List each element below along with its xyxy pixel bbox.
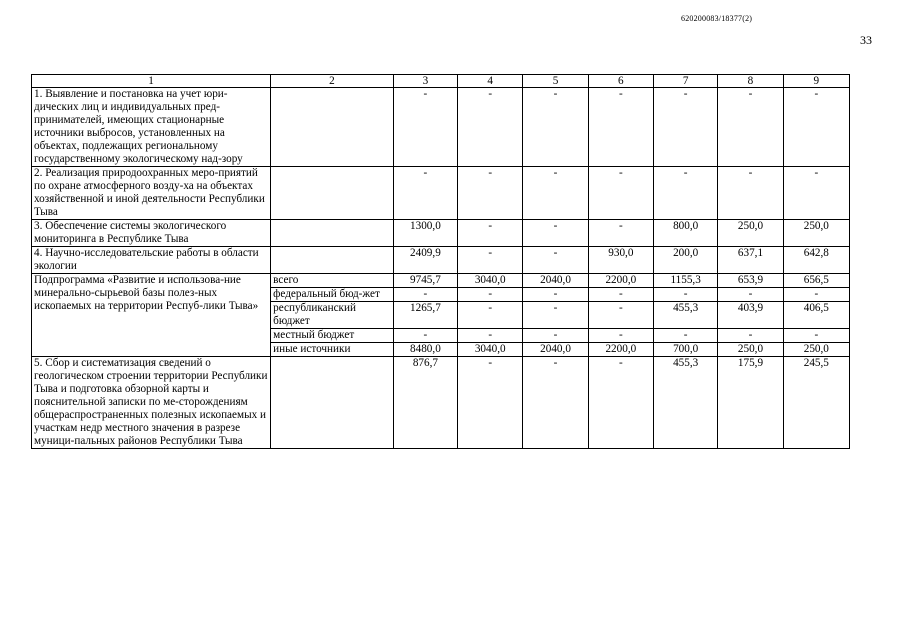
value-cell: 1155,3 [654, 274, 718, 288]
value-cell: - [523, 302, 588, 329]
value-cell: - [458, 329, 523, 343]
value-cell: - [523, 247, 588, 274]
value-cell: - [393, 88, 457, 167]
header-cell: 6 [588, 75, 653, 88]
value-cell: - [588, 357, 653, 449]
row-description: 2. Реализация природоохранных меро-приятий по охране атмосферного возду-ха на объектах хозяйственной и иной деятельности Республики Тыва [32, 167, 271, 220]
value-cell: 8480,0 [393, 343, 457, 357]
value-cell: - [458, 247, 523, 274]
value-cell: 2200,0 [588, 274, 653, 288]
header-cell: 9 [783, 75, 849, 88]
value-cell: - [718, 167, 783, 220]
document-id: 620200083/18377(2) [681, 14, 753, 23]
header-row [32, 75, 850, 88]
value-cell: - [458, 167, 523, 220]
funding-source: всего [271, 274, 394, 288]
value-cell: - [783, 288, 849, 302]
value-cell: 3040,0 [458, 274, 523, 288]
value-cell: 2200,0 [588, 343, 653, 357]
funding-source: республиканский бюджет [271, 302, 394, 329]
source-cell [271, 167, 394, 220]
funding-source: федеральный бюд-жет [271, 288, 394, 302]
row-description: 1. Выявление и постановка на учет юри-дических лиц и индивидуальных пред-принимателей, имеющих стационарные источники выбросов, установленных на объектах, подлежащих региональному государственному экологическому над-зору [32, 88, 271, 167]
value-cell: - [523, 357, 588, 449]
header-cell: 1 [32, 75, 271, 88]
funding-source: иные источники [271, 343, 394, 357]
value-cell: - [783, 329, 849, 343]
subprogram-description: Подпрограмма «Развитие и использова-ние минерально-сырьевой базы полез-ных ископаемых на территории Респуб-лики Тыва» [32, 274, 271, 357]
row-description: 4. Научно-исследовательские работы в области экологии [32, 247, 271, 274]
value-cell: 637,1 [718, 247, 783, 274]
value-cell: - [718, 288, 783, 302]
value-cell: - [654, 329, 718, 343]
value-cell: 250,0 [783, 343, 849, 357]
value-cell: 653,9 [718, 274, 783, 288]
value-cell: 250,0 [783, 220, 849, 247]
value-cell: - [458, 288, 523, 302]
table-row [32, 357, 850, 449]
header-cell: 2 [271, 75, 394, 88]
source-cell [271, 220, 394, 247]
value-cell: - [588, 88, 653, 167]
value-cell: 2040,0 [523, 274, 588, 288]
value-cell: 403,9 [718, 302, 783, 329]
budget-table [31, 74, 850, 449]
value-cell: - [654, 167, 718, 220]
header-cell: 3 [393, 75, 457, 88]
value-cell: - [588, 220, 653, 247]
value-cell: 245,5 [783, 357, 849, 449]
value-cell: - [718, 88, 783, 167]
header-cell: 4 [458, 75, 523, 88]
value-cell: - [654, 88, 718, 167]
value-cell: 200,0 [654, 247, 718, 274]
value-cell: 2040,0 [523, 343, 588, 357]
value-cell: - [458, 302, 523, 329]
value-cell: 406,5 [783, 302, 849, 329]
table-row [32, 88, 850, 167]
source-cell [271, 247, 394, 274]
value-cell: 2409,9 [393, 247, 457, 274]
source-cell [271, 357, 394, 449]
row-description: 5. Сбор и систематизация сведений о геологическом строении территории Республики Тыва и подготовка обзорной карты и пояснительной записки по ме-сторождениям общераспространенных полезных ископаемых и участкам недр местного значения в разрезе муници-пальных районов Республики Тыва [32, 357, 271, 449]
value-cell: 656,5 [783, 274, 849, 288]
value-cell: 800,0 [654, 220, 718, 247]
value-cell: 930,0 [588, 247, 653, 274]
funding-source: местный бюджет [271, 329, 394, 343]
value-cell: - [523, 167, 588, 220]
header-cell: 5 [523, 75, 588, 88]
value-cell: - [393, 329, 457, 343]
value-cell: - [783, 167, 849, 220]
value-cell: - [783, 88, 849, 167]
row-description: 3. Обеспечение системы экологического мониторинга в Республике Тыва [32, 220, 271, 247]
header-cell: 8 [718, 75, 783, 88]
value-cell: - [523, 329, 588, 343]
value-cell: - [718, 329, 783, 343]
value-cell: 175,9 [718, 357, 783, 449]
value-cell: - [458, 220, 523, 247]
value-cell: - [458, 357, 523, 449]
value-cell: 642,8 [783, 247, 849, 274]
value-cell: - [588, 329, 653, 343]
value-cell: 455,3 [654, 357, 718, 449]
value-cell: 250,0 [718, 343, 783, 357]
value-cell: 250,0 [718, 220, 783, 247]
table-row [32, 220, 850, 247]
value-cell: 1265,7 [393, 302, 457, 329]
subprogram-row [32, 274, 850, 288]
value-cell: 3040,0 [458, 343, 523, 357]
value-cell: - [523, 220, 588, 247]
value-cell: - [523, 88, 588, 167]
table-row [32, 167, 850, 220]
value-cell: - [654, 288, 718, 302]
value-cell: - [588, 302, 653, 329]
value-cell: - [588, 167, 653, 220]
value-cell: 9745,7 [393, 274, 457, 288]
value-cell: 455,3 [654, 302, 718, 329]
value-cell: 700,0 [654, 343, 718, 357]
value-cell: 1300,0 [393, 220, 457, 247]
value-cell: - [523, 288, 588, 302]
table-row [32, 247, 850, 274]
header-cell: 7 [654, 75, 718, 88]
value-cell: - [393, 288, 457, 302]
page-number: 33 [860, 33, 872, 47]
value-cell: - [588, 288, 653, 302]
value-cell: - [393, 167, 457, 220]
source-cell [271, 88, 394, 167]
value-cell: 876,7 [393, 357, 457, 449]
value-cell: - [458, 88, 523, 167]
